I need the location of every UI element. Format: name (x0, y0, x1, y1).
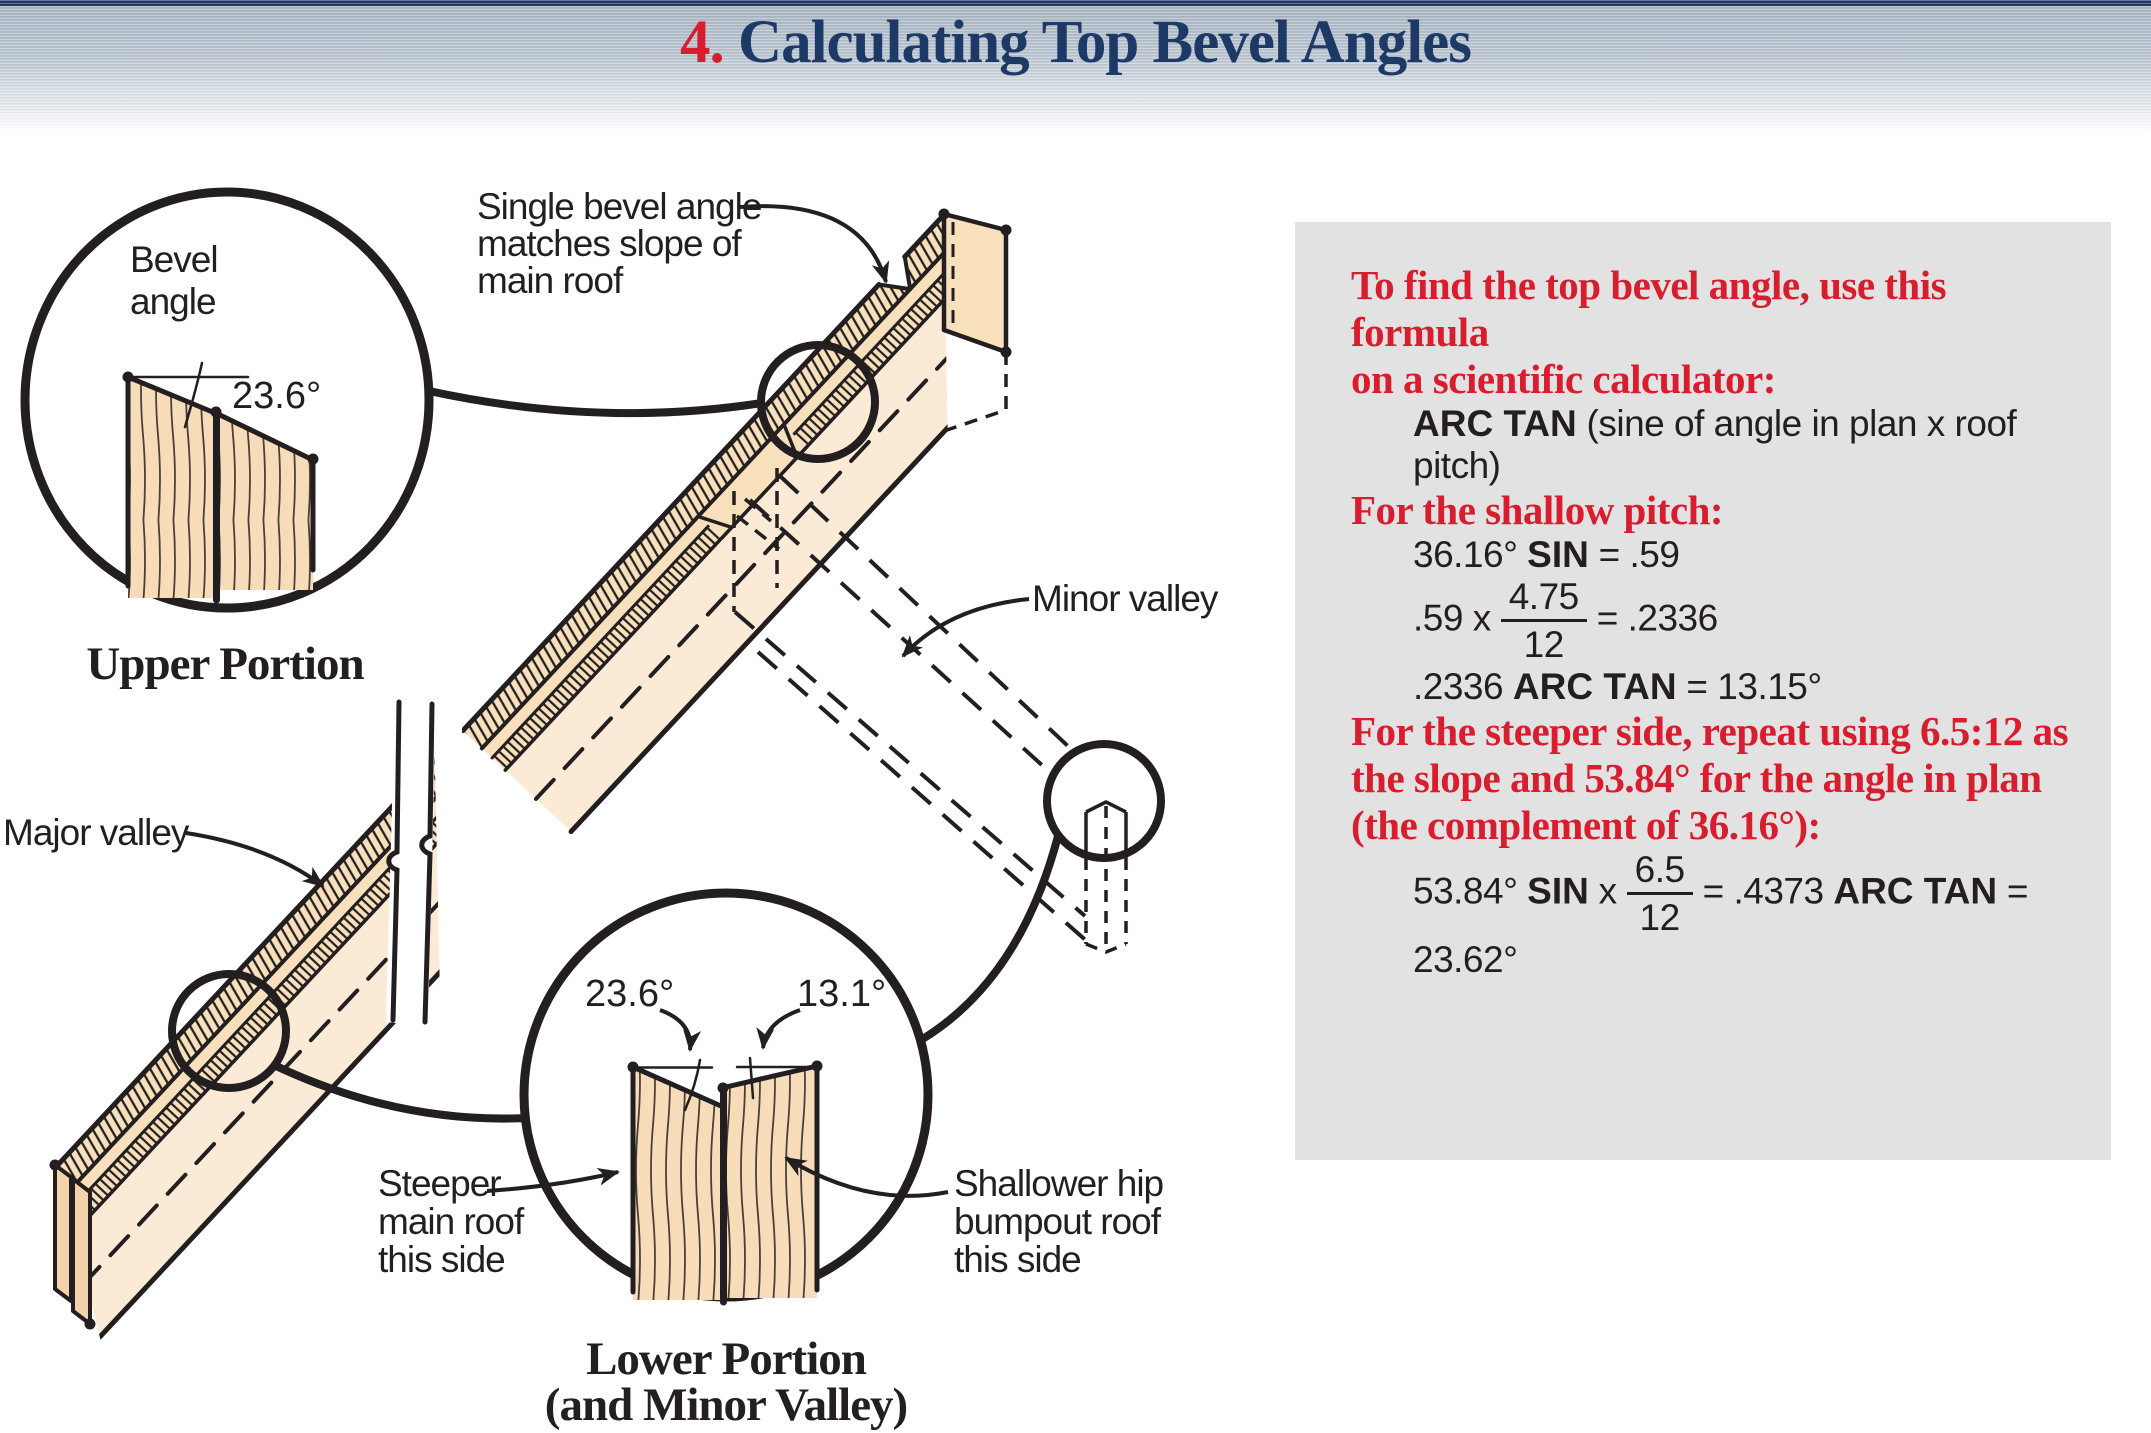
svg-text:matches slope of: matches slope of (477, 223, 741, 264)
single-bevel-leader (740, 206, 886, 282)
label-minor-valley (903, 578, 1219, 656)
bevel-angle-label-1: Bevel (130, 239, 218, 280)
svg-text:bumpout roof: bumpout roof (954, 1201, 1161, 1242)
svg-text:this side: this side (378, 1239, 505, 1280)
lower-portion-caption-1: Lower Portion (586, 1333, 866, 1385)
rafter-bottom-end (55, 1165, 90, 1324)
svg-text:Single bevel angle: Single bevel angle (477, 186, 762, 227)
panel-intro: To find the top bevel angle, use this formula on a scientific calculator: (1351, 262, 1947, 402)
upper-detail (25, 192, 429, 608)
arctan-formula: ARC TAN (sine of angle in plan x roof pitch) (1413, 403, 2017, 486)
rafter-top-end (944, 214, 1006, 431)
fraction-4-75-over-12: $\frac{4.75}{12}$ (1501, 576, 1587, 666)
connector-upper (429, 391, 762, 413)
fraction-6-5-over-12: $\frac{6.5}{12}$ (1627, 849, 1693, 939)
lower-portion-caption-2: (and Minor Valley) (544, 1379, 908, 1431)
minor-valley-leader (903, 599, 1029, 656)
major-valley-leader (186, 833, 323, 886)
lower-right-angle-value: 13.1° (797, 973, 887, 1015)
lower-detail (524, 893, 928, 1302)
upper-angle-value: 23.6° (232, 375, 322, 417)
fraction-line: .59 x $\frac{4.75}{12}$ = .2336 (1413, 576, 1718, 666)
steeper-heading: For the steeper side, repeat using 6.5:12 as the slope and 53.84° for the angle in plan (the complement of 36.16°): (1351, 707, 2069, 848)
arctan-result-line: .2336 ARC TAN = 13.15° (1413, 665, 1822, 707)
page-title-number: 4. (680, 9, 724, 76)
svg-text:main roof: main roof (477, 260, 623, 301)
upper-portion-caption: Upper Portion (86, 638, 364, 690)
svg-text:Shallower hip: Shallower hip (954, 1163, 1164, 1204)
svg-text:main roof: main roof (378, 1201, 524, 1242)
page-title-text: Calculating Top Bevel Angles (723, 9, 1471, 76)
svg-text:this side: this side (954, 1239, 1081, 1280)
formula-panel (1295, 222, 2111, 1160)
shallow-pitch-heading: For the shallow pitch: (1351, 487, 1724, 533)
svg-text:Minor valley: Minor valley (1032, 578, 1218, 619)
label-major-valley (3, 812, 323, 886)
connector-lower-right (921, 836, 1058, 1040)
label-single-bevel (477, 186, 886, 301)
sin-line: 36.16° SIN = .59 (1413, 534, 1680, 575)
svg-text:Major valley: Major valley (3, 812, 189, 853)
svg-text:Steeper: Steeper (378, 1163, 501, 1204)
final-formula-line: 53.84° SIN x $\frac{6.5}{12}$ = .4373 ARC TAN = 23.62° (1413, 848, 2028, 980)
lower-left-angle-value: 23.6° (585, 973, 675, 1015)
bevel-angle-label-2: angle (130, 281, 216, 322)
